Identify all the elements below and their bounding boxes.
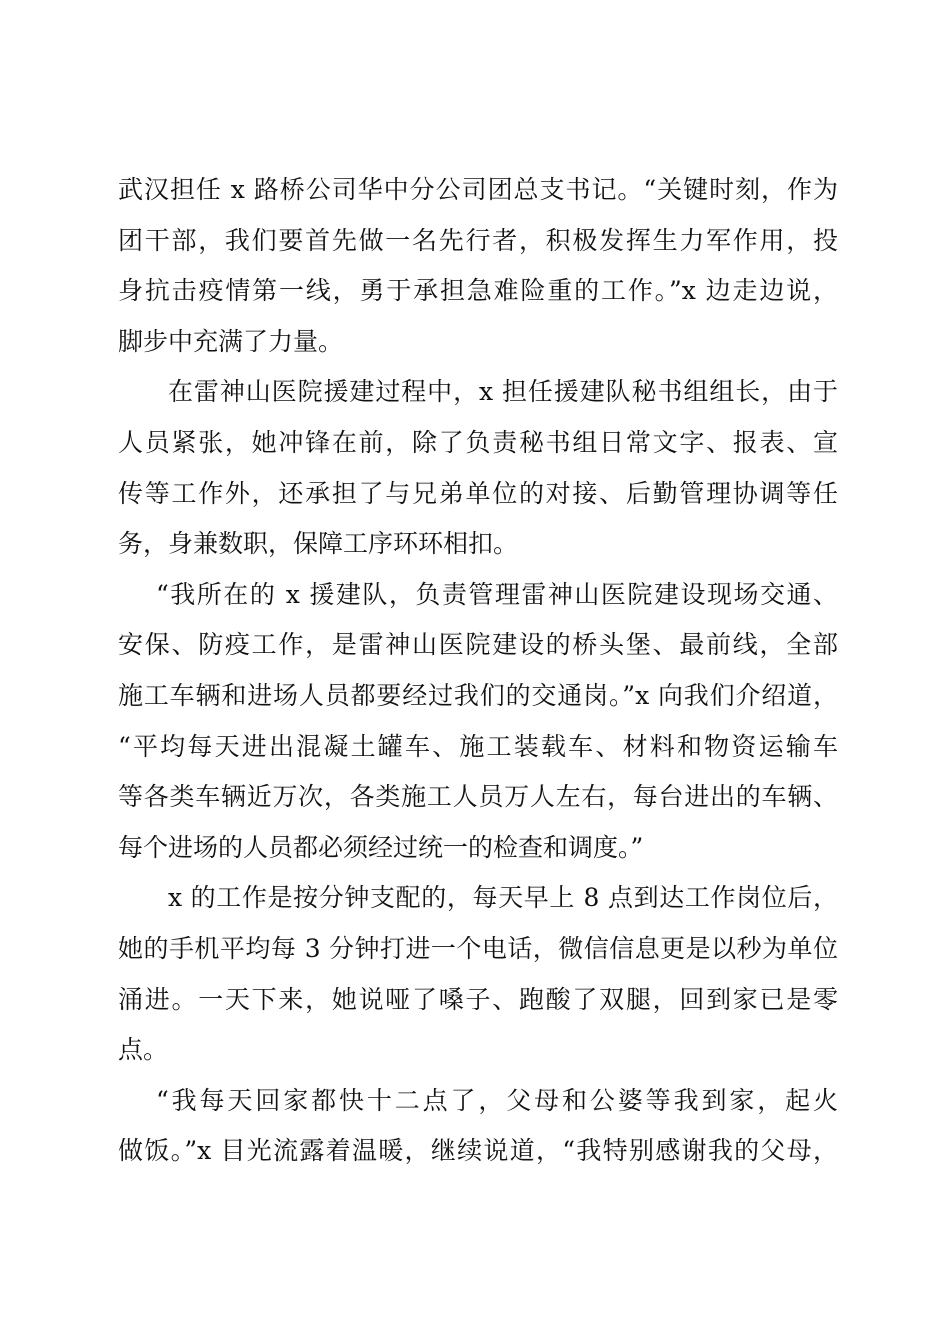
text-line: “我所在的 x 援建队，负责管理雷神山医院建设现场交通、 [156, 579, 838, 609]
text-line: 涌进。一天下来，她说哑了嗓子、跑酸了双腿，回到家已是零 [118, 984, 838, 1014]
text-line: 点。 [118, 1035, 169, 1065]
document-page [118, 165, 838, 1177]
text-line: 做饭。”x 目光流露着温暖，继续说道，“我特别感谢我的父母， [118, 1136, 838, 1166]
text-line: 在雷神山医院援建过程中，x 担任援建队秘书组组长，由于 [168, 377, 838, 407]
text-line: 安保、防疫工作，是雷神山医院建设的桥头堡、最前线，全部 [118, 630, 838, 660]
text-line: “平均每天进出混凝土罐车、施工装载车、材料和物资运输车 [118, 731, 838, 761]
text-line: 每个进场的人员都必须经过统一的检查和调度。” [118, 832, 644, 862]
text-line: “我每天回家都快十二点了，父母和公婆等我到家，起火 [156, 1085, 838, 1115]
paragraph [118, 570, 838, 874]
text-line: 团干部，我们要首先做一名先行者，积极发挥生力军作用，投 [118, 225, 838, 255]
paragraph [118, 1076, 838, 1177]
text-line: 等各类车辆近万次，各类施工人员万人左右，每台进出的车辆、 [118, 782, 838, 812]
text-line: 施工车辆和进场人员都要经过我们的交通岗。”x 向我们介绍道， [118, 680, 838, 710]
text-line: 人员紧张，她冲锋在前，除了负责秘书组日常文字、报表、宣 [118, 427, 838, 457]
paragraph [118, 873, 838, 1075]
text-line: 脚步中充满了力量。 [118, 326, 344, 356]
text-line: 传等工作外，还承担了与兄弟单位的对接、后勤管理协调等任 [118, 478, 838, 508]
paragraph [118, 367, 838, 569]
text-line: 务，身兼数职，保障工序环环相扣。 [118, 529, 519, 559]
text-line: 武汉担任 x 路桥公司华中分公司团总支书记。“关键时刻，作为 [118, 175, 838, 204]
text-line: 身抗击疫情第一线，勇于承担急难险重的工作。”x 边走边说， [118, 276, 838, 306]
paragraph [118, 165, 838, 367]
text-line: 她的手机平均每 3 分钟打进一个电话，微信信息更是以秒为单位 [118, 933, 838, 963]
text-line: x 的工作是按分钟支配的，每天早上 8 点到达工作岗位后， [168, 883, 838, 913]
